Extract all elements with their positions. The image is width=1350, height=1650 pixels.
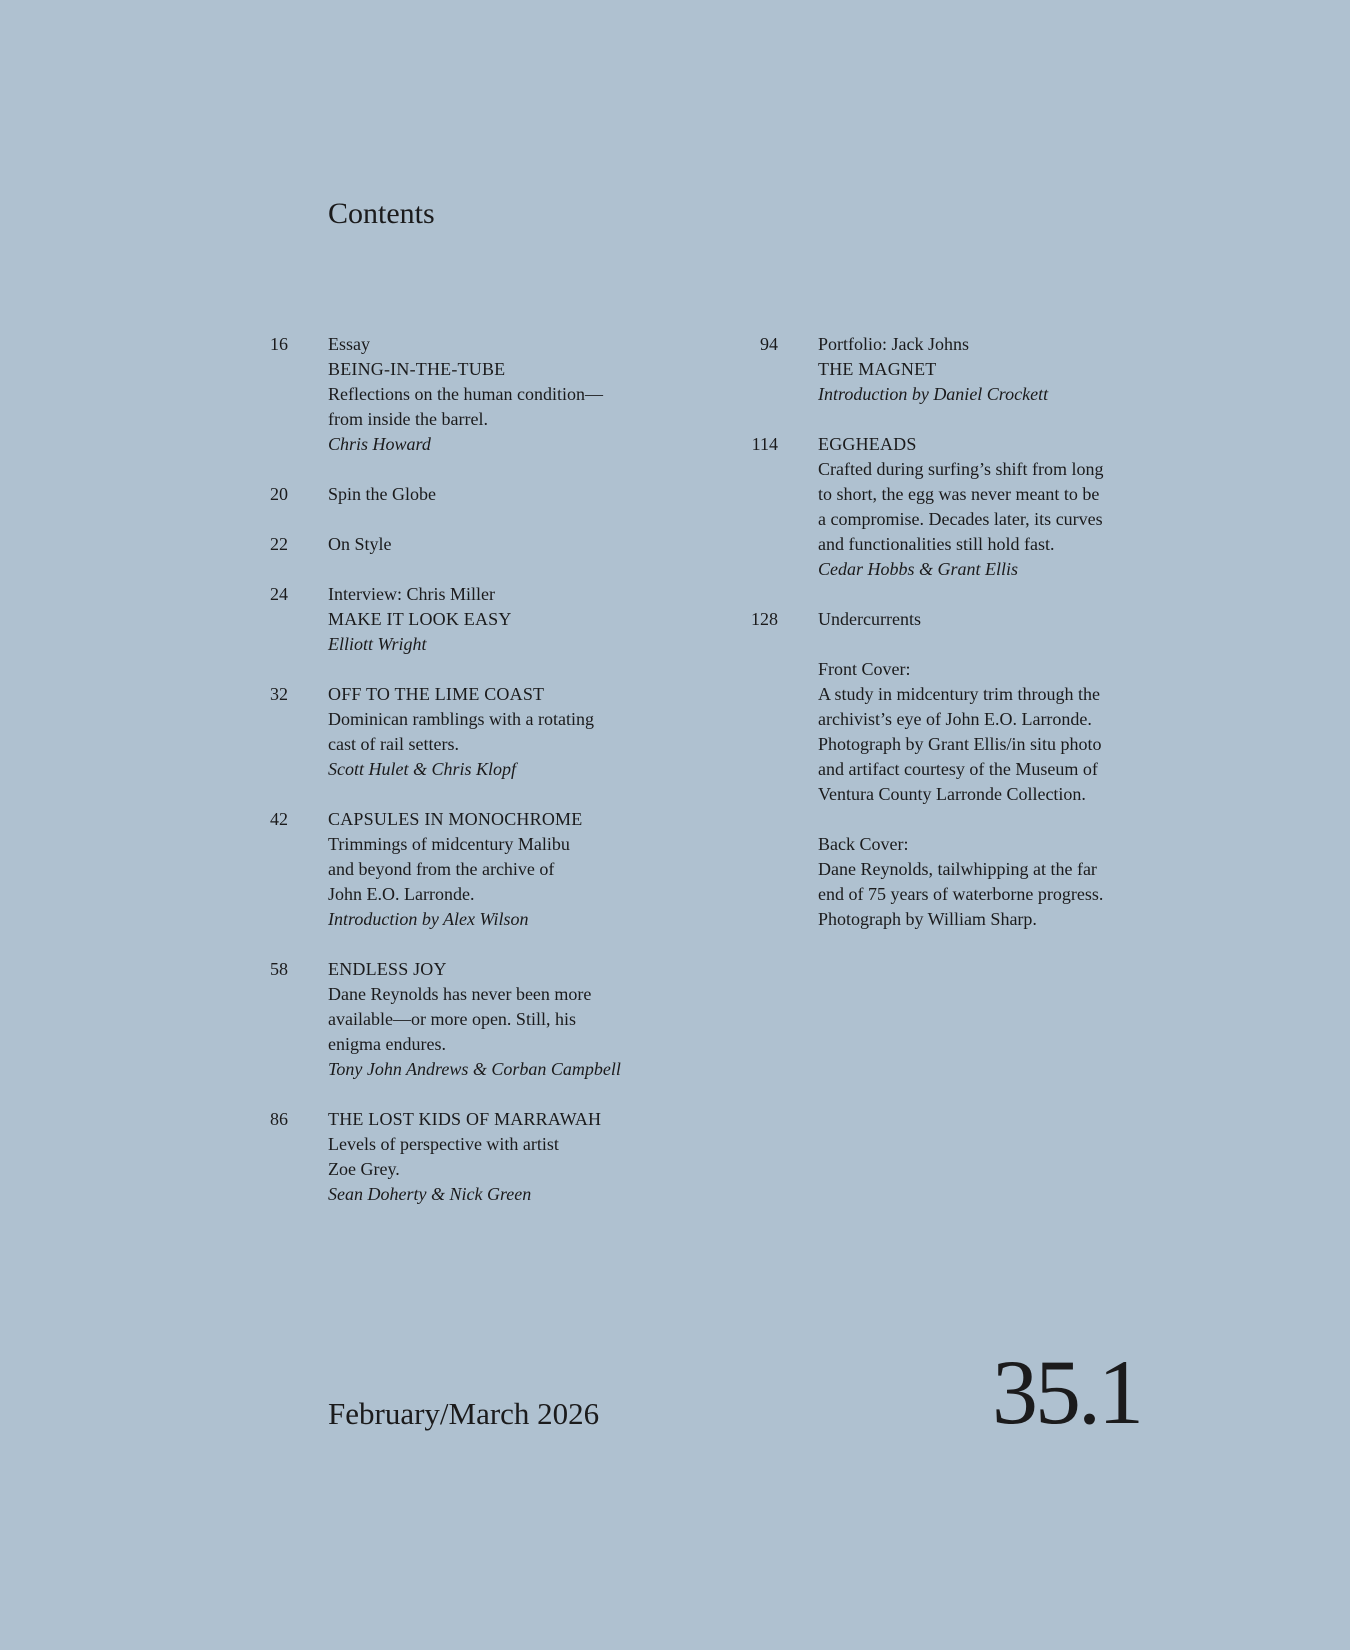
entry-byline: Sean Doherty & Nick Green xyxy=(328,1184,532,1204)
entry-text xyxy=(328,482,658,507)
entry-byline: Scott Hulet & Chris Klopf xyxy=(328,759,517,779)
entry-line: a compromise. Decades later, its curves xyxy=(818,509,1103,529)
entry-byline: Introduction by Alex Wilson xyxy=(328,909,529,929)
entry-line: Crafted during surfing’s shift from long xyxy=(818,459,1104,479)
note-line: Photograph by William Sharp. xyxy=(818,909,1037,929)
entry-byline: Elliott Wright xyxy=(328,634,427,654)
entry-text xyxy=(328,332,658,457)
page-number: 58 xyxy=(270,959,288,979)
entry-line: Dominican ramblings with a rotating xyxy=(328,709,594,729)
entry-text xyxy=(818,607,1148,632)
note-line: A study in midcentury trim through the xyxy=(818,684,1100,704)
page-number: 128 xyxy=(751,609,778,629)
entry-headline: ENDLESS JOY xyxy=(328,959,447,979)
entry-text xyxy=(818,432,1148,582)
entry-line: cast of rail setters. xyxy=(328,734,459,754)
entry-headline: THE LOST KIDS OF MARRAWAH xyxy=(328,1109,602,1129)
page-number: 22 xyxy=(270,534,288,554)
entry-line: Essay xyxy=(328,334,370,354)
issue-date: February/March 2026 xyxy=(328,1396,600,1431)
entry-byline: Chris Howard xyxy=(328,434,431,454)
contents-entry xyxy=(250,582,670,657)
entry-headline: MAKE IT LOOK EASY xyxy=(328,609,512,629)
entry-text xyxy=(818,332,1148,407)
back-cover-note xyxy=(818,832,1148,932)
contents-right-column xyxy=(740,332,1160,957)
page-number: 42 xyxy=(270,809,288,829)
entry-line: to short, the egg was never meant to be xyxy=(818,484,1100,504)
contents-left-column xyxy=(250,332,670,1232)
entry-text xyxy=(328,1107,658,1207)
contents-entry xyxy=(250,807,670,932)
entry-line: available—or more open. Still, his xyxy=(328,1009,576,1029)
note-line: Photograph by Grant Ellis/in situ photo xyxy=(818,734,1102,754)
entry-headline: EGGHEADS xyxy=(818,434,917,454)
entry-line: John E.O. Larronde. xyxy=(328,884,475,904)
page-title: Contents xyxy=(328,197,435,230)
entry-line: Undercurrents xyxy=(818,609,921,629)
entry-line: from inside the barrel. xyxy=(328,409,488,429)
note-line: Dane Reynolds, tailwhipping at the far xyxy=(818,859,1097,879)
entry-line: Dane Reynolds has never been more xyxy=(328,984,592,1004)
entry-byline: Cedar Hobbs & Grant Ellis xyxy=(818,559,1019,579)
entry-line: and functionalities still hold fast. xyxy=(818,534,1055,554)
entry-text xyxy=(328,682,658,782)
contents-entry xyxy=(740,332,1160,407)
entry-headline: THE MAGNET xyxy=(818,359,937,379)
page-number: 20 xyxy=(270,484,288,504)
entry-text xyxy=(328,957,658,1082)
entry-line: Spin the Globe xyxy=(328,484,436,504)
contents-entry xyxy=(250,957,670,1082)
page-number: 86 xyxy=(270,1109,288,1129)
issue-number: 35.1 xyxy=(992,1341,1141,1443)
contents-entry xyxy=(250,482,670,507)
entry-text xyxy=(328,582,658,657)
entry-text xyxy=(328,807,658,932)
entry-headline: CAPSULES IN MONOCHROME xyxy=(328,809,583,829)
entry-line: Interview: Chris Miller xyxy=(328,584,495,604)
entry-line: and beyond from the archive of xyxy=(328,859,555,879)
entry-byline: Introduction by Daniel Crockett xyxy=(818,384,1049,404)
contents-entry xyxy=(250,532,670,557)
note-line: Ventura County Larronde Collection. xyxy=(818,784,1086,804)
contents-entry xyxy=(250,1107,670,1207)
note-line: and artifact courtesy of the Museum of xyxy=(818,759,1098,779)
entry-headline: BEING-IN-THE-TUBE xyxy=(328,359,506,379)
note-line: archivist’s eye of John E.O. Larronde. xyxy=(818,709,1092,729)
entry-line: On Style xyxy=(328,534,392,554)
entry-line: enigma endures. xyxy=(328,1034,446,1054)
page-number: 114 xyxy=(751,434,778,454)
page-number: 32 xyxy=(270,684,288,704)
entry-line: Trimmings of midcentury Malibu xyxy=(328,834,570,854)
entry-line: Levels of perspective with artist xyxy=(328,1134,559,1154)
entry-headline: OFF TO THE LIME COAST xyxy=(328,684,545,704)
entry-line: Reflections on the human condition— xyxy=(328,384,603,404)
page-number: 16 xyxy=(270,334,288,354)
page-number: 94 xyxy=(760,334,778,354)
entry-line: Portfolio: Jack Johns xyxy=(818,334,969,354)
contents-entry xyxy=(740,607,1160,632)
page-number: 24 xyxy=(270,584,288,604)
contents-entry xyxy=(250,332,670,457)
contents-entry xyxy=(740,432,1160,582)
entry-byline: Tony John Andrews & Corban Campbell xyxy=(328,1059,621,1079)
entry-line: Zoe Grey. xyxy=(328,1159,400,1179)
note-line: end of 75 years of waterborne progress. xyxy=(818,884,1104,904)
front-cover-note xyxy=(818,657,1148,807)
entry-text xyxy=(328,532,658,557)
note-line: Back Cover: xyxy=(818,834,909,854)
note-line: Front Cover: xyxy=(818,659,911,679)
contents-entry xyxy=(250,682,670,782)
